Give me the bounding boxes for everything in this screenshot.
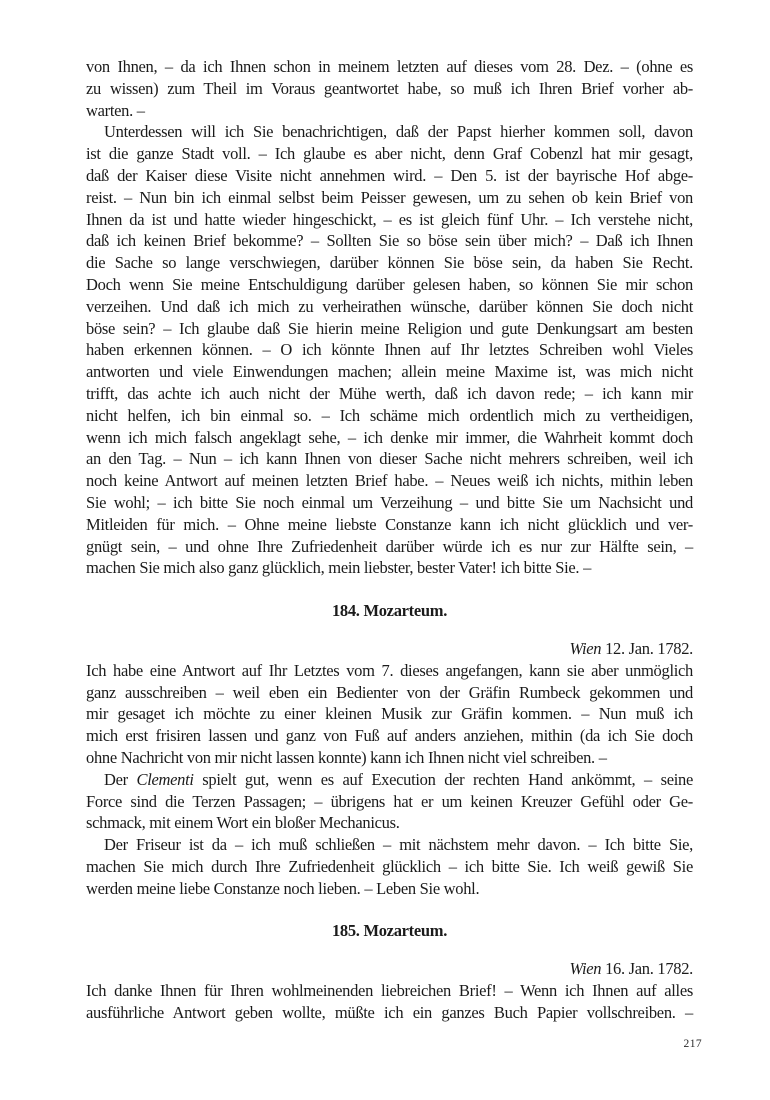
text-line: noch keine Antwort auf meinen letzten Brief habe. – Neues weiß ich nichts, mithin leben: [86, 471, 693, 491]
text-line: daß der Kaiser diese Visite nicht annehmen wird. – Den 5. ist der bayrische Hof abge-: [86, 165, 693, 185]
paragraph: [86, 121, 693, 579]
dateline-date: 16. Jan. 1782.: [601, 959, 693, 979]
text-line: schmack, mit einem Wort ein bloßer Mechanicus.: [86, 813, 400, 833]
text-line: Mitleiden für mich. – Ohne meine liebste Constanze kann ich nicht glücklich und ver-: [86, 514, 693, 534]
text-line: Force sind die Terzen Passagen; – übrigens hat er um keinen Kreuzer Gefühl oder Ge-: [86, 791, 693, 811]
text-line: machen Sie mich also ganz glücklich, mein liebster, bester Vater! ich bitte Sie. –: [86, 558, 592, 578]
text-line: an den Tag. – Nun – ich kann Ihnen von dieser Sache nicht mehrers schreiben, weil ich: [86, 449, 693, 469]
text-line: Der Friseur ist da – ich muß schließen – mit nächstem mehr davon. – Ich bitte Sie,: [104, 835, 693, 855]
paragraph: [86, 660, 693, 769]
text-line: ganz ausschreiben – weil eben ein Bedienter von der Gräfin Rumbeck gekommen und: [86, 682, 693, 702]
text-line: haben erkennen können. – O ich könnte Ihnen auf Ihr letztes Schreiben wohl Vieles: [86, 340, 693, 360]
text-line: Ich habe eine Antwort auf Ihr Letztes vom 7. dieses angefangen, kann sie aber unmöglich: [86, 660, 693, 680]
text-line: [86, 769, 693, 791]
text-line: wenn ich mich falsch angeklagt sehe, – ich denke mir immer, die Wahrheit kommt doch: [86, 427, 693, 447]
text-line: ist die ganze Stadt voll. – Ich glaube es aber nicht, denn Graf Cobenzl hat mir gesagt,: [86, 144, 693, 164]
paragraph: [86, 834, 693, 899]
dateline-place: Wien: [569, 959, 602, 979]
paragraph: [86, 980, 693, 1024]
text-line: werden meine liebe Constanze noch lieben. – Leben Sie wohl.: [86, 878, 480, 898]
text-line: nicht helfen, ich bin einmal so. – Ich schäme mich ordentlich mich zu vertheidigen,: [86, 405, 693, 425]
text-line: Sie wohl; – ich bitte Sie noch einmal um Verzeihung – und bitte Sie um Nachsicht und: [86, 492, 693, 512]
text-line: trifft, das achte ich auch nicht der Mühe werth, daß ich davon rede; – ich kann mir: [86, 383, 693, 403]
text-line: von Ihnen, – da ich Ihnen schon in meinem letzten auf dieses vom 28. Dez. – (ohne es: [86, 57, 693, 76]
text-line: böse sein? – Ich glaube daß Sie hierin meine Religion und gute Denkungsart am besten: [86, 318, 693, 338]
letter-heading: 185. Mozarteum.: [331, 921, 448, 941]
text-line: die Sache so lange verschwiegen, darüber können Sie böse sein, da haben Sie Recht.: [86, 253, 693, 273]
text-block: [86, 56, 693, 1024]
text-line: warten. –: [86, 100, 145, 120]
page-number: 217: [683, 1038, 702, 1050]
text-line: daß ich keinen Brief bekomme? – Sollten Sie so böse sein über mich? – Daß ich Ihnen: [86, 231, 693, 251]
italic-text: Clementi: [136, 769, 194, 789]
letter-dateline: [86, 958, 693, 980]
text-line: verzeihen. Und daß ich mich zu verheirathen wünsche, darüber können Sie doch nicht: [86, 296, 693, 316]
text-line: mich erst frisiren lassen und ganz von Fuß auf anders anziehen, mithin (da ich Sie doch: [86, 726, 693, 746]
text-line: machen Sie mich durch Ihre Zufriedenheit glücklich – ich bitte Sie. Ich weiß gewiß Sie: [86, 856, 693, 876]
paragraph: [86, 56, 693, 121]
text-line: ausführliche Antwort geben wollte, müßte ich ein ganzes Buch Papier vollschreiben. –: [86, 1002, 693, 1022]
text-line: mir gesaget ich möchte zu einer kleinen Musik zur Gräfin kommen. – Nun muß ich: [86, 704, 693, 724]
dateline-place: Wien: [569, 638, 602, 658]
letter-heading: 184. Mozarteum.: [331, 601, 448, 621]
text-line: Ich danke Ihnen für Ihren wohlmeinenden liebreichen Brief! – Wenn ich Ihnen auf alles: [86, 981, 693, 1001]
text-line: Ihnen da ist und hatte wieder hingeschickt, – es ist gleich fünf Uhr. – Ich verstehe nicht,: [86, 209, 693, 229]
text-line: zu wissen) zum Theil im Voraus geantwortet habe, so muß ich Ihren Brief vorher ab-: [86, 78, 693, 98]
text-segment: spielt gut, wenn es auf Execution der rechten Hand ankömmt, – seine: [193, 769, 693, 789]
text-line: gnügt sein, – und ohne Ihre Zufriedenheit darüber würde ich es nur zur Hälfte sein, –: [86, 536, 693, 556]
text-line: Doch wenn Sie meine Entschuldigung darüber gelesen haben, so können Sie mir schon: [86, 274, 693, 294]
letter-dateline: [86, 638, 693, 660]
text-segment: Der: [104, 769, 137, 789]
text-line: ohne Nachricht von mir nicht lassen konnte) kann ich Ihnen nicht viel schreiben. –: [86, 747, 607, 767]
text-line: Unterdessen will ich Sie benachrichtigen, daß der Papst hierher kommen soll, davon: [104, 122, 693, 142]
text-line: antworten und viele Einwendungen machen; allein meine Maxime ist, was mich nicht: [86, 362, 693, 382]
paragraph: [86, 769, 693, 834]
dateline-date: 12. Jan. 1782.: [601, 638, 693, 658]
text-line: reist. – Nun bin ich einmal selbst beim Peisser gewesen, um zu sehen ob kein Brief von: [86, 187, 693, 207]
